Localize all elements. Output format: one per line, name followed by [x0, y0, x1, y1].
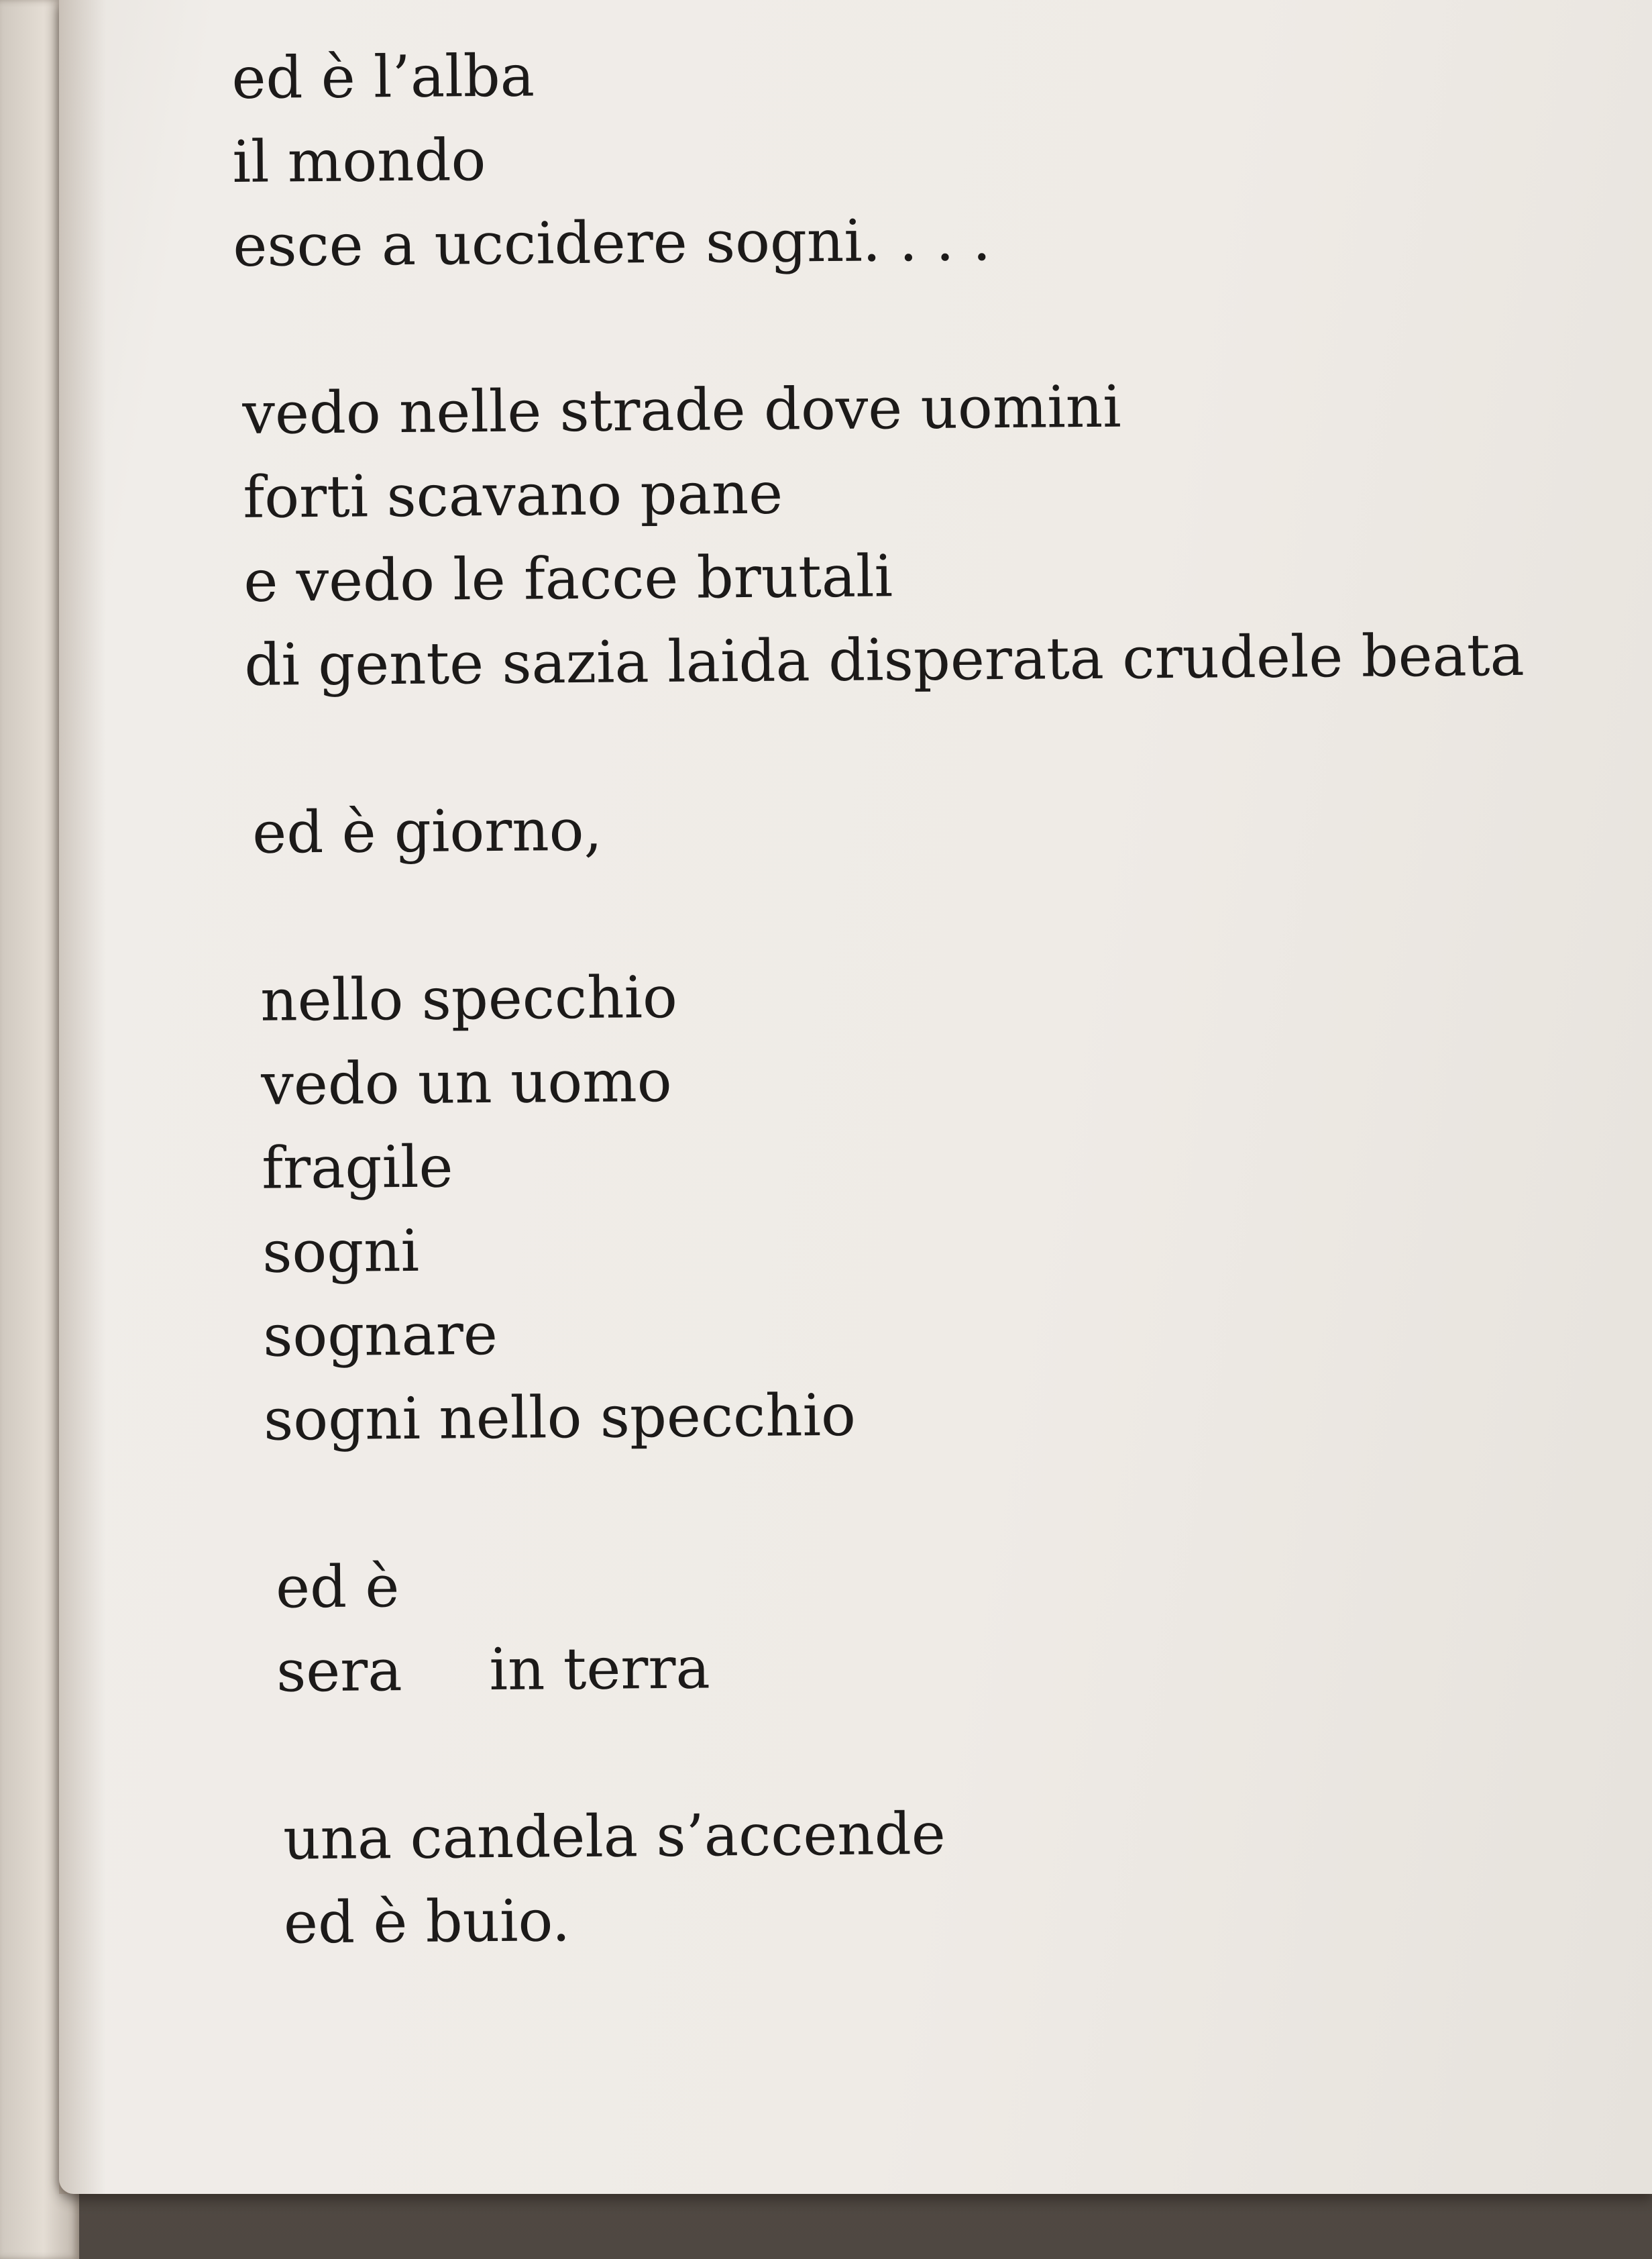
poem-line: sognare	[262, 1300, 498, 1370]
poem-line: vedo nelle strade dove uomini	[242, 373, 1122, 448]
poem-line: una candela s’accende	[282, 1800, 946, 1873]
poem-line: nello specchio	[260, 963, 678, 1035]
poem-line: in terra	[489, 1634, 711, 1704]
poem-line-split	[276, 1620, 1613, 1714]
poem-line: fragile	[261, 1133, 453, 1202]
poem-line: vedo un uomo	[260, 1047, 672, 1118]
poem-line: ed è buio.	[283, 1887, 571, 1957]
stanza-2	[234, 362, 1605, 708]
stanza-1	[231, 26, 1602, 288]
poem-line: ed è giorno,	[252, 796, 603, 867]
stanza-6	[245, 1787, 1615, 1966]
poem-line: di gente sazia laida disperata crudele beata	[243, 621, 1525, 699]
poem-line: sogni	[262, 1217, 420, 1286]
poem-line: ed è	[275, 1553, 400, 1622]
poem-line: sogni nello specchio	[263, 1381, 857, 1454]
poem-text	[231, 26, 1615, 1966]
page-gutter-shadow	[59, 0, 106, 2194]
poem-line: forti scavano pane	[243, 460, 783, 531]
stanza-3	[237, 781, 1606, 876]
poem-line: il mondo	[232, 127, 486, 196]
poem-line: esce a uccidere sogni. . . .	[233, 207, 991, 280]
poem-line: ed è l’alba	[231, 42, 535, 112]
poem-line: sera	[276, 1637, 402, 1705]
poem-line: e vedo le facce brutali	[243, 543, 893, 615]
stanza-5	[243, 1536, 1613, 1714]
stanza-4	[239, 949, 1611, 1463]
